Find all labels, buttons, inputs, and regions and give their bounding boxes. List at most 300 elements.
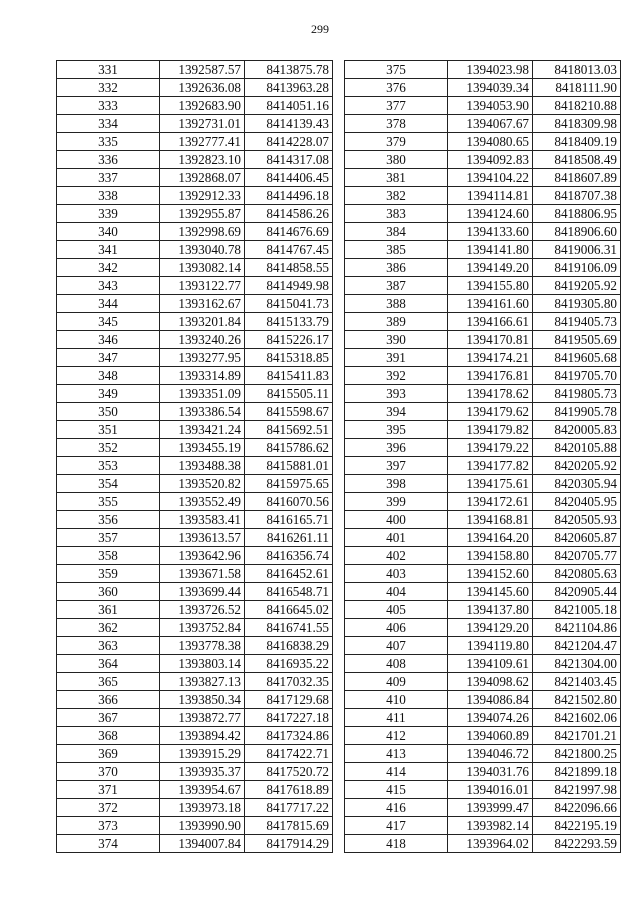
y-coordinate-cell: 8414586.26 <box>245 205 333 223</box>
point-number-cell: 373 <box>57 817 160 835</box>
point-number-cell: 415 <box>345 781 448 799</box>
point-number-cell: 363 <box>57 637 160 655</box>
point-number-cell: 357 <box>57 529 160 547</box>
x-coordinate-cell: 1394046.72 <box>448 745 533 763</box>
point-number-cell: 331 <box>57 61 160 79</box>
table-row <box>57 511 333 529</box>
table-row <box>345 583 621 601</box>
point-number-cell: 379 <box>345 133 448 151</box>
y-coordinate-cell: 8417032.35 <box>245 673 333 691</box>
table-row <box>57 781 333 799</box>
x-coordinate-cell: 1394172.61 <box>448 493 533 511</box>
point-number-cell: 414 <box>345 763 448 781</box>
x-coordinate-cell: 1393990.90 <box>160 817 245 835</box>
y-coordinate-cell: 8414317.08 <box>245 151 333 169</box>
point-number-cell: 380 <box>345 151 448 169</box>
point-number-cell: 410 <box>345 691 448 709</box>
table-row <box>345 295 621 313</box>
y-coordinate-cell: 8419805.73 <box>533 385 621 403</box>
table-row <box>345 799 621 817</box>
table-row <box>345 61 621 79</box>
point-number-cell: 384 <box>345 223 448 241</box>
x-coordinate-cell: 1393915.29 <box>160 745 245 763</box>
table-row <box>57 385 333 403</box>
x-coordinate-cell: 1393954.67 <box>160 781 245 799</box>
x-coordinate-cell: 1394170.81 <box>448 331 533 349</box>
x-coordinate-cell: 1393752.84 <box>160 619 245 637</box>
point-number-cell: 334 <box>57 115 160 133</box>
x-coordinate-cell: 1394114.81 <box>448 187 533 205</box>
y-coordinate-cell: 8416548.71 <box>245 583 333 601</box>
y-coordinate-cell: 8421899.18 <box>533 763 621 781</box>
y-coordinate-cell: 8417914.29 <box>245 835 333 853</box>
point-number-cell: 397 <box>345 457 448 475</box>
point-number-cell: 352 <box>57 439 160 457</box>
point-number-cell: 389 <box>345 313 448 331</box>
y-coordinate-cell: 8421304.00 <box>533 655 621 673</box>
x-coordinate-cell: 1394031.76 <box>448 763 533 781</box>
table-row <box>57 763 333 781</box>
x-coordinate-cell: 1392868.07 <box>160 169 245 187</box>
point-number-cell: 399 <box>345 493 448 511</box>
y-coordinate-cell: 8417520.72 <box>245 763 333 781</box>
table-row <box>57 457 333 475</box>
x-coordinate-cell: 1394168.81 <box>448 511 533 529</box>
table-row <box>345 457 621 475</box>
table-row <box>57 727 333 745</box>
point-number-cell: 333 <box>57 97 160 115</box>
y-coordinate-cell: 8421502.80 <box>533 691 621 709</box>
y-coordinate-cell: 8416838.29 <box>245 637 333 655</box>
point-number-cell: 407 <box>345 637 448 655</box>
point-number-cell: 388 <box>345 295 448 313</box>
table-row <box>57 403 333 421</box>
x-coordinate-cell: 1394164.20 <box>448 529 533 547</box>
point-number-cell: 402 <box>345 547 448 565</box>
table-row <box>57 277 333 295</box>
x-coordinate-cell: 1394145.60 <box>448 583 533 601</box>
x-coordinate-cell: 1393827.13 <box>160 673 245 691</box>
x-coordinate-cell: 1393671.58 <box>160 565 245 583</box>
x-coordinate-cell: 1394178.62 <box>448 385 533 403</box>
table-row <box>345 205 621 223</box>
x-coordinate-cell: 1393642.96 <box>160 547 245 565</box>
point-number-cell: 401 <box>345 529 448 547</box>
y-coordinate-cell: 8414496.18 <box>245 187 333 205</box>
x-coordinate-cell: 1394092.83 <box>448 151 533 169</box>
x-coordinate-cell: 1394007.84 <box>160 835 245 853</box>
table-row <box>57 817 333 835</box>
point-number-cell: 355 <box>57 493 160 511</box>
y-coordinate-cell: 8421204.47 <box>533 637 621 655</box>
point-number-cell: 375 <box>345 61 448 79</box>
point-number-cell: 387 <box>345 277 448 295</box>
table-row <box>57 313 333 331</box>
point-number-cell: 340 <box>57 223 160 241</box>
y-coordinate-cell: 8417422.71 <box>245 745 333 763</box>
y-coordinate-cell: 8416165.71 <box>245 511 333 529</box>
point-number-cell: 396 <box>345 439 448 457</box>
x-coordinate-cell: 1394179.22 <box>448 439 533 457</box>
table-row <box>57 97 333 115</box>
y-coordinate-cell: 8415318.85 <box>245 349 333 367</box>
coordinate-table-left <box>56 60 333 853</box>
table-row <box>57 637 333 655</box>
table-row <box>57 295 333 313</box>
table-row <box>57 475 333 493</box>
table-row <box>57 493 333 511</box>
y-coordinate-cell: 8420805.63 <box>533 565 621 583</box>
table-row <box>345 727 621 745</box>
y-coordinate-cell: 8419305.80 <box>533 295 621 313</box>
y-coordinate-cell: 8421104.86 <box>533 619 621 637</box>
point-number-cell: 416 <box>345 799 448 817</box>
y-coordinate-cell: 8420305.94 <box>533 475 621 493</box>
table-row <box>57 691 333 709</box>
y-coordinate-cell: 8415598.67 <box>245 403 333 421</box>
point-number-cell: 349 <box>57 385 160 403</box>
y-coordinate-cell: 8422195.19 <box>533 817 621 835</box>
table-row <box>345 763 621 781</box>
y-coordinate-cell: 8420705.77 <box>533 547 621 565</box>
point-number-cell: 356 <box>57 511 160 529</box>
point-number-cell: 403 <box>345 565 448 583</box>
point-number-cell: 360 <box>57 583 160 601</box>
point-number-cell: 393 <box>345 385 448 403</box>
table-row <box>57 835 333 853</box>
y-coordinate-cell: 8417618.89 <box>245 781 333 799</box>
y-coordinate-cell: 8421005.18 <box>533 601 621 619</box>
x-coordinate-cell: 1394129.20 <box>448 619 533 637</box>
point-number-cell: 409 <box>345 673 448 691</box>
table-row <box>345 493 621 511</box>
point-number-cell: 381 <box>345 169 448 187</box>
x-coordinate-cell: 1394133.60 <box>448 223 533 241</box>
table-row <box>345 565 621 583</box>
x-coordinate-cell: 1394177.82 <box>448 457 533 475</box>
x-coordinate-cell: 1394053.90 <box>448 97 533 115</box>
point-number-cell: 332 <box>57 79 160 97</box>
x-coordinate-cell: 1393082.14 <box>160 259 245 277</box>
y-coordinate-cell: 8417129.68 <box>245 691 333 709</box>
x-coordinate-cell: 1393699.44 <box>160 583 245 601</box>
table-row <box>57 61 333 79</box>
table-row <box>57 349 333 367</box>
x-coordinate-cell: 1393778.38 <box>160 637 245 655</box>
x-coordinate-cell: 1392998.69 <box>160 223 245 241</box>
y-coordinate-cell: 8415505.11 <box>245 385 333 403</box>
y-coordinate-cell: 8418013.03 <box>533 61 621 79</box>
table-row <box>57 223 333 241</box>
y-coordinate-cell: 8414228.07 <box>245 133 333 151</box>
table-row <box>345 97 621 115</box>
x-coordinate-cell: 1393040.78 <box>160 241 245 259</box>
point-number-cell: 348 <box>57 367 160 385</box>
x-coordinate-cell: 1392636.08 <box>160 79 245 97</box>
table-row <box>57 619 333 637</box>
point-number-cell: 336 <box>57 151 160 169</box>
x-coordinate-cell: 1393314.89 <box>160 367 245 385</box>
x-coordinate-cell: 1394109.61 <box>448 655 533 673</box>
point-number-cell: 392 <box>345 367 448 385</box>
table-row <box>57 529 333 547</box>
table-row <box>345 367 621 385</box>
point-number-cell: 361 <box>57 601 160 619</box>
y-coordinate-cell: 8420505.93 <box>533 511 621 529</box>
y-coordinate-cell: 8417717.22 <box>245 799 333 817</box>
point-number-cell: 408 <box>345 655 448 673</box>
y-coordinate-cell: 8416356.74 <box>245 547 333 565</box>
table-row <box>57 673 333 691</box>
x-coordinate-cell: 1393973.18 <box>160 799 245 817</box>
table-row <box>57 799 333 817</box>
table-row <box>345 655 621 673</box>
x-coordinate-cell: 1394016.01 <box>448 781 533 799</box>
y-coordinate-cell: 8414949.98 <box>245 277 333 295</box>
point-number-cell: 405 <box>345 601 448 619</box>
y-coordinate-cell: 8419905.78 <box>533 403 621 421</box>
y-coordinate-cell: 8417227.18 <box>245 709 333 727</box>
table-row <box>57 745 333 763</box>
point-number-cell: 417 <box>345 817 448 835</box>
y-coordinate-cell: 8416741.55 <box>245 619 333 637</box>
table-row <box>345 817 621 835</box>
x-coordinate-cell: 1392823.10 <box>160 151 245 169</box>
table-row <box>57 259 333 277</box>
x-coordinate-cell: 1394060.89 <box>448 727 533 745</box>
y-coordinate-cell: 8419106.09 <box>533 259 621 277</box>
table-row <box>345 331 621 349</box>
x-coordinate-cell: 1393982.14 <box>448 817 533 835</box>
x-coordinate-cell: 1393935.37 <box>160 763 245 781</box>
x-coordinate-cell: 1394175.61 <box>448 475 533 493</box>
point-number-cell: 390 <box>345 331 448 349</box>
point-number-cell: 367 <box>57 709 160 727</box>
y-coordinate-cell: 8415411.83 <box>245 367 333 385</box>
x-coordinate-cell: 1394161.60 <box>448 295 533 313</box>
point-number-cell: 413 <box>345 745 448 763</box>
table-row <box>57 655 333 673</box>
table-row <box>345 259 621 277</box>
point-number-cell: 377 <box>345 97 448 115</box>
point-number-cell: 366 <box>57 691 160 709</box>
point-number-cell: 358 <box>57 547 160 565</box>
y-coordinate-cell: 8421602.06 <box>533 709 621 727</box>
x-coordinate-cell: 1394124.60 <box>448 205 533 223</box>
table-row <box>345 511 621 529</box>
point-number-cell: 347 <box>57 349 160 367</box>
point-number-cell: 391 <box>345 349 448 367</box>
table-row <box>345 637 621 655</box>
x-coordinate-cell: 1393872.77 <box>160 709 245 727</box>
y-coordinate-cell: 8416935.22 <box>245 655 333 673</box>
y-coordinate-cell: 8414676.69 <box>245 223 333 241</box>
point-number-cell: 383 <box>345 205 448 223</box>
x-coordinate-cell: 1394141.80 <box>448 241 533 259</box>
y-coordinate-cell: 8419505.69 <box>533 331 621 349</box>
table-row <box>345 151 621 169</box>
table-row <box>57 187 333 205</box>
y-coordinate-cell: 8420005.83 <box>533 421 621 439</box>
y-coordinate-cell: 8418111.90 <box>533 79 621 97</box>
x-coordinate-cell: 1393894.42 <box>160 727 245 745</box>
table-row <box>57 205 333 223</box>
y-coordinate-cell: 8418906.60 <box>533 223 621 241</box>
table-row <box>345 835 621 853</box>
point-number-cell: 374 <box>57 835 160 853</box>
table-row <box>57 547 333 565</box>
table-row <box>57 169 333 187</box>
x-coordinate-cell: 1394067.67 <box>448 115 533 133</box>
point-number-cell: 418 <box>345 835 448 853</box>
table-row <box>345 619 621 637</box>
x-coordinate-cell: 1392731.01 <box>160 115 245 133</box>
table-row <box>345 691 621 709</box>
table-row <box>345 313 621 331</box>
table-row <box>345 781 621 799</box>
y-coordinate-cell: 8419705.70 <box>533 367 621 385</box>
table-row <box>345 709 621 727</box>
y-coordinate-cell: 8415881.01 <box>245 457 333 475</box>
point-number-cell: 394 <box>345 403 448 421</box>
y-coordinate-cell: 8414406.45 <box>245 169 333 187</box>
point-number-cell: 342 <box>57 259 160 277</box>
x-coordinate-cell: 1393520.82 <box>160 475 245 493</box>
y-coordinate-cell: 8418409.19 <box>533 133 621 151</box>
y-coordinate-cell: 8413963.28 <box>245 79 333 97</box>
table-row <box>57 133 333 151</box>
y-coordinate-cell: 8420205.92 <box>533 457 621 475</box>
table-row <box>345 187 621 205</box>
table-row <box>345 601 621 619</box>
x-coordinate-cell: 1393488.38 <box>160 457 245 475</box>
y-coordinate-cell: 8417815.69 <box>245 817 333 835</box>
point-number-cell: 376 <box>345 79 448 97</box>
table-row <box>57 331 333 349</box>
point-number-cell: 353 <box>57 457 160 475</box>
point-number-cell: 359 <box>57 565 160 583</box>
point-number-cell: 370 <box>57 763 160 781</box>
x-coordinate-cell: 1393999.47 <box>448 799 533 817</box>
table-row <box>57 151 333 169</box>
y-coordinate-cell: 8414051.16 <box>245 97 333 115</box>
y-coordinate-cell: 8420105.88 <box>533 439 621 457</box>
y-coordinate-cell: 8420905.44 <box>533 583 621 601</box>
point-number-cell: 362 <box>57 619 160 637</box>
table-row <box>57 565 333 583</box>
point-number-cell: 364 <box>57 655 160 673</box>
y-coordinate-cell: 8415226.17 <box>245 331 333 349</box>
point-number-cell: 335 <box>57 133 160 151</box>
x-coordinate-cell: 1393726.52 <box>160 601 245 619</box>
y-coordinate-cell: 8422096.66 <box>533 799 621 817</box>
table-row <box>345 79 621 97</box>
table-row <box>57 709 333 727</box>
point-number-cell: 382 <box>345 187 448 205</box>
table-row <box>345 547 621 565</box>
point-number-cell: 337 <box>57 169 160 187</box>
table-row <box>345 169 621 187</box>
x-coordinate-cell: 1393850.34 <box>160 691 245 709</box>
point-number-cell: 365 <box>57 673 160 691</box>
x-coordinate-cell: 1393583.41 <box>160 511 245 529</box>
x-coordinate-cell: 1392955.87 <box>160 205 245 223</box>
point-number-cell: 351 <box>57 421 160 439</box>
x-coordinate-cell: 1393122.77 <box>160 277 245 295</box>
y-coordinate-cell: 8420405.95 <box>533 493 621 511</box>
x-coordinate-cell: 1393277.95 <box>160 349 245 367</box>
x-coordinate-cell: 1393351.09 <box>160 385 245 403</box>
x-coordinate-cell: 1394104.22 <box>448 169 533 187</box>
table-row <box>57 583 333 601</box>
x-coordinate-cell: 1394152.60 <box>448 565 533 583</box>
y-coordinate-cell: 8416452.61 <box>245 565 333 583</box>
point-number-cell: 411 <box>345 709 448 727</box>
y-coordinate-cell: 8418508.49 <box>533 151 621 169</box>
point-number-cell: 372 <box>57 799 160 817</box>
x-coordinate-cell: 1393201.84 <box>160 313 245 331</box>
x-coordinate-cell: 1393803.14 <box>160 655 245 673</box>
point-number-cell: 345 <box>57 313 160 331</box>
point-number-cell: 344 <box>57 295 160 313</box>
y-coordinate-cell: 8420605.87 <box>533 529 621 547</box>
point-number-cell: 378 <box>345 115 448 133</box>
table-row <box>57 79 333 97</box>
table-row <box>345 223 621 241</box>
y-coordinate-cell: 8414139.43 <box>245 115 333 133</box>
table-row <box>345 673 621 691</box>
x-coordinate-cell: 1393613.57 <box>160 529 245 547</box>
point-number-cell: 346 <box>57 331 160 349</box>
x-coordinate-cell: 1392587.57 <box>160 61 245 79</box>
point-number-cell: 398 <box>345 475 448 493</box>
x-coordinate-cell: 1393386.54 <box>160 403 245 421</box>
point-number-cell: 386 <box>345 259 448 277</box>
x-coordinate-cell: 1393240.26 <box>160 331 245 349</box>
x-coordinate-cell: 1394158.80 <box>448 547 533 565</box>
x-coordinate-cell: 1394179.62 <box>448 403 533 421</box>
table-row <box>57 241 333 259</box>
x-coordinate-cell: 1394074.26 <box>448 709 533 727</box>
x-coordinate-cell: 1394119.80 <box>448 637 533 655</box>
point-number-cell: 350 <box>57 403 160 421</box>
table-row <box>57 421 333 439</box>
table-row <box>345 421 621 439</box>
x-coordinate-cell: 1393552.49 <box>160 493 245 511</box>
x-coordinate-cell: 1393421.24 <box>160 421 245 439</box>
x-coordinate-cell: 1394155.80 <box>448 277 533 295</box>
x-coordinate-cell: 1394086.84 <box>448 691 533 709</box>
point-number-cell: 339 <box>57 205 160 223</box>
y-coordinate-cell: 8422293.59 <box>533 835 621 853</box>
x-coordinate-cell: 1394137.80 <box>448 601 533 619</box>
table-row <box>345 529 621 547</box>
x-coordinate-cell: 1394166.61 <box>448 313 533 331</box>
y-coordinate-cell: 8415133.79 <box>245 313 333 331</box>
point-number-cell: 343 <box>57 277 160 295</box>
x-coordinate-cell: 1394023.98 <box>448 61 533 79</box>
table-row <box>57 601 333 619</box>
table-row <box>345 745 621 763</box>
y-coordinate-cell: 8418607.89 <box>533 169 621 187</box>
y-coordinate-cell: 8415041.73 <box>245 295 333 313</box>
point-number-cell: 404 <box>345 583 448 601</box>
x-coordinate-cell: 1392777.41 <box>160 133 245 151</box>
x-coordinate-cell: 1394179.82 <box>448 421 533 439</box>
y-coordinate-cell: 8416645.02 <box>245 601 333 619</box>
point-number-cell: 371 <box>57 781 160 799</box>
point-number-cell: 369 <box>57 745 160 763</box>
